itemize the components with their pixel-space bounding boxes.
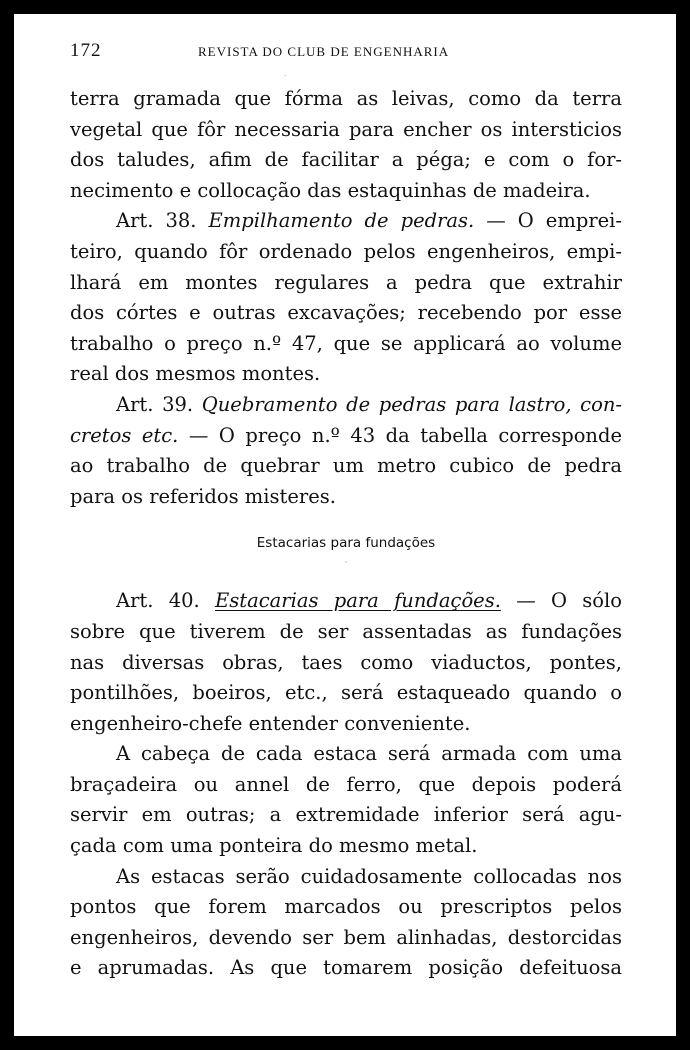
text-line: terra gramada que fórma as leivas, como da terra bbox=[70, 87, 622, 110]
text-line: pontilhões, boeiros, etc., será estaqueado quando o bbox=[70, 681, 622, 705]
journal-title: REVISTA DO CLUB DE ENGENHARIA bbox=[198, 44, 450, 59]
text-line: A cabeça de cada estaca será armada com uma bbox=[116, 742, 622, 766]
text-line: necimento e collocação das estaquinhas de madeira. bbox=[70, 178, 591, 202]
article-38-text: — O emprei- bbox=[486, 209, 623, 233]
text-line: sobre que tiverem de ser assentadas as fundações bbox=[70, 619, 622, 643]
text-line: real dos mesmos montes. bbox=[70, 362, 321, 386]
article-40-title: Estacarias para fundações. bbox=[215, 589, 501, 613]
text-line: e aprumadas. As que tomarem posição defeituosa bbox=[70, 956, 622, 980]
text-line: engenheiro-chefe entender conveniente. bbox=[70, 711, 471, 735]
text-line: dos taludes, afim de facilitar a péga; e com o for- bbox=[70, 148, 622, 172]
article-39-second-line bbox=[70, 421, 622, 452]
article-39-title-end: cretos etc. bbox=[70, 423, 179, 447]
article-40-number: Art. 40. bbox=[116, 589, 200, 613]
text-line: teiro, quando fôr ordenado pelos engenheiros, empi- bbox=[70, 239, 622, 263]
article-38-title: Empilhamento de pedras. bbox=[208, 209, 475, 233]
article-38-number: Art. 38. bbox=[116, 209, 197, 233]
text-line: pontos que forem marcados ou prescriptos pelos bbox=[70, 895, 622, 919]
section-ornament-icon: · bbox=[344, 558, 348, 568]
text-line: çada com uma ponteira do mesmo metal. bbox=[70, 834, 478, 858]
article-40-text: — O sólo bbox=[516, 589, 622, 613]
running-head bbox=[70, 40, 622, 64]
text-line: para os referidos misteres. bbox=[70, 484, 336, 508]
article-39-text: — O preço n.º 43 da tabella corresponde bbox=[188, 423, 623, 447]
text-line: trabalho o preço n.º 47, que se applicará ao volume bbox=[70, 331, 622, 355]
article-38-heading-line bbox=[70, 206, 622, 237]
text-line: dos córtes e outras excavações; recebendo por esse bbox=[70, 301, 622, 325]
section-heading: Estacarias para fundações bbox=[256, 535, 436, 552]
text-line: engenheiros, devendo ser bem alinhadas, destorcidas bbox=[70, 925, 622, 949]
text-line: nas diversas obras, taes como viaductos, pontes, bbox=[70, 650, 622, 674]
text-line: servir em outras; a extremidade inferior será agu- bbox=[70, 803, 622, 827]
article-40-heading-line bbox=[70, 586, 622, 617]
page-number: 172 bbox=[70, 40, 102, 61]
text-line: vegetal que fôr necessaria para encher os intersticios bbox=[70, 117, 622, 141]
article-39-number: Art. 39. bbox=[116, 392, 194, 416]
page bbox=[14, 14, 676, 1036]
text-line: braçadeira ou annel de ferro, que depois poderá bbox=[70, 772, 622, 796]
header-ornament-icon: · bbox=[284, 72, 287, 80]
article-39-title: Quebramento de pedras para lastro, con- bbox=[201, 392, 622, 416]
text-line: ao trabalho de quebrar um metro cubico de pedra bbox=[70, 454, 622, 478]
article-39-heading-line bbox=[70, 390, 622, 421]
text-line: As estacas serão cuidadosamente collocadas nos bbox=[116, 864, 622, 888]
text-line: lhará em montes regulares a pedra que extrahir bbox=[70, 270, 622, 294]
body-text bbox=[70, 84, 622, 984]
